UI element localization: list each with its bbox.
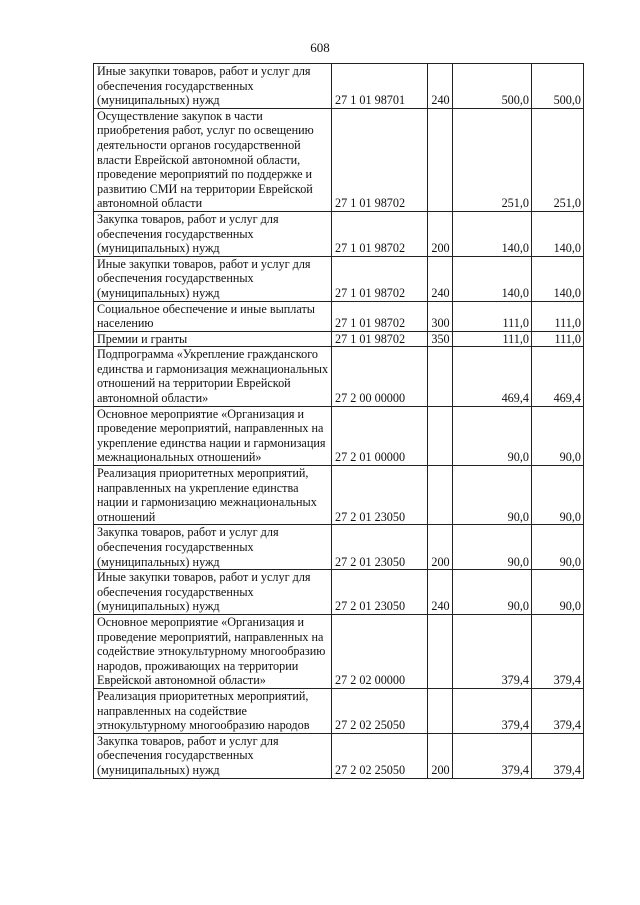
row-amount-1: 111,0	[453, 301, 532, 331]
row-amount-1: 90,0	[453, 406, 532, 465]
row-amount-2: 111,0	[532, 331, 584, 347]
row-name: Реализация приоритетных мероприятий, направленных на укрепление единства нации и гармонизацию межнациональных отношений	[94, 466, 332, 525]
row-amount-2: 140,0	[532, 256, 584, 301]
row-amount-2: 90,0	[532, 525, 584, 570]
row-amount-1: 251,0	[453, 108, 532, 211]
table-row	[94, 108, 584, 211]
row-amount-2: 500,0	[532, 64, 584, 109]
row-name: Иные закупки товаров, работ и услуг для обеспечения государственных (муниципальных) нужд	[94, 64, 332, 109]
table-row	[94, 301, 584, 331]
row-expense-type	[428, 347, 453, 406]
row-amount-1: 469,4	[453, 347, 532, 406]
table-row	[94, 570, 584, 615]
row-code: 27 2 02 25050	[332, 733, 428, 778]
row-expense-type	[428, 108, 453, 211]
row-code: 27 1 01 98702	[332, 256, 428, 301]
row-name: Социальное обеспечение и иные выплаты населению	[94, 301, 332, 331]
row-amount-2: 140,0	[532, 211, 584, 256]
row-code: 27 2 00 00000	[332, 347, 428, 406]
table-row	[94, 466, 584, 525]
budget-table-body	[94, 64, 584, 779]
table-row	[94, 688, 584, 733]
budget-table	[93, 63, 584, 779]
row-code: 27 1 01 98702	[332, 301, 428, 331]
row-amount-2: 379,4	[532, 733, 584, 778]
row-expense-type: 200	[428, 733, 453, 778]
row-expense-type	[428, 614, 453, 688]
row-name: Иные закупки товаров, работ и услуг для обеспечения государственных (муниципальных) нужд	[94, 256, 332, 301]
row-amount-2: 111,0	[532, 301, 584, 331]
row-expense-type: 200	[428, 211, 453, 256]
row-expense-type	[428, 406, 453, 465]
row-name: Закупка товаров, работ и услуг для обеспечения государственных (муниципальных) нужд	[94, 211, 332, 256]
row-amount-2: 251,0	[532, 108, 584, 211]
row-name: Основное мероприятие «Организация и проведение мероприятий, направленных на укрепление единства нации и гармонизация межнациональных отношений»	[94, 406, 332, 465]
row-code: 27 2 01 23050	[332, 466, 428, 525]
table-row	[94, 733, 584, 778]
row-expense-type: 350	[428, 331, 453, 347]
row-code: 27 2 02 00000	[332, 614, 428, 688]
row-name: Реализация приоритетных мероприятий, направленных на содействие этнокультурному многообразию народов	[94, 688, 332, 733]
table-row	[94, 614, 584, 688]
row-expense-type: 200	[428, 525, 453, 570]
row-amount-2: 379,4	[532, 614, 584, 688]
row-expense-type	[428, 466, 453, 525]
row-amount-1: 379,4	[453, 688, 532, 733]
row-amount-2: 90,0	[532, 466, 584, 525]
row-name: Премии и гранты	[94, 331, 332, 347]
row-code: 27 2 01 23050	[332, 525, 428, 570]
row-code: 27 1 01 98702	[332, 108, 428, 211]
table-row	[94, 331, 584, 347]
row-name: Иные закупки товаров, работ и услуг для обеспечения государственных (муниципальных) нужд	[94, 570, 332, 615]
table-row	[94, 64, 584, 109]
row-amount-1: 90,0	[453, 525, 532, 570]
row-name: Основное мероприятие «Организация и проведение мероприятий, направленных на содействие этнокультурному многообразию народов, проживающих на территории Еврейской автономной области»	[94, 614, 332, 688]
row-amount-1: 140,0	[453, 211, 532, 256]
row-amount-1: 90,0	[453, 570, 532, 615]
row-expense-type: 240	[428, 570, 453, 615]
row-expense-type: 300	[428, 301, 453, 331]
table-row	[94, 525, 584, 570]
row-expense-type: 240	[428, 64, 453, 109]
row-code: 27 1 01 98702	[332, 211, 428, 256]
row-expense-type: 240	[428, 256, 453, 301]
row-amount-1: 500,0	[453, 64, 532, 109]
row-amount-2: 379,4	[532, 688, 584, 733]
page-number: 608	[310, 40, 330, 55]
row-amount-1: 379,4	[453, 733, 532, 778]
row-name: Закупка товаров, работ и услуг для обеспечения государственных (муниципальных) нужд	[94, 733, 332, 778]
row-code: 27 2 01 23050	[332, 570, 428, 615]
row-amount-2: 90,0	[532, 406, 584, 465]
table-row	[94, 211, 584, 256]
row-amount-1: 90,0	[453, 466, 532, 525]
row-amount-1: 379,4	[453, 614, 532, 688]
table-row	[94, 347, 584, 406]
table-row	[94, 256, 584, 301]
row-name: Осуществление закупок в части приобретения работ, услуг по освещению деятельности органов государственной власти Еврейской автономной области, проведение мероприятий по поддержке и развитию СМИ на территории Еврейской автономной области	[94, 108, 332, 211]
row-code: 27 2 01 00000	[332, 406, 428, 465]
row-name: Закупка товаров, работ и услуг для обеспечения государственных (муниципальных) нужд	[94, 525, 332, 570]
row-amount-1: 111,0	[453, 331, 532, 347]
table-row	[94, 406, 584, 465]
row-amount-2: 469,4	[532, 347, 584, 406]
row-expense-type	[428, 688, 453, 733]
row-code: 27 1 01 98702	[332, 331, 428, 347]
row-amount-1: 140,0	[453, 256, 532, 301]
row-amount-2: 90,0	[532, 570, 584, 615]
row-code: 27 1 01 98701	[332, 64, 428, 109]
row-name: Подпрограмма «Укрепление гражданского единства и гармонизация межнациональных отношений на территории Еврейской автономной области»	[94, 347, 332, 406]
row-code: 27 2 02 25050	[332, 688, 428, 733]
